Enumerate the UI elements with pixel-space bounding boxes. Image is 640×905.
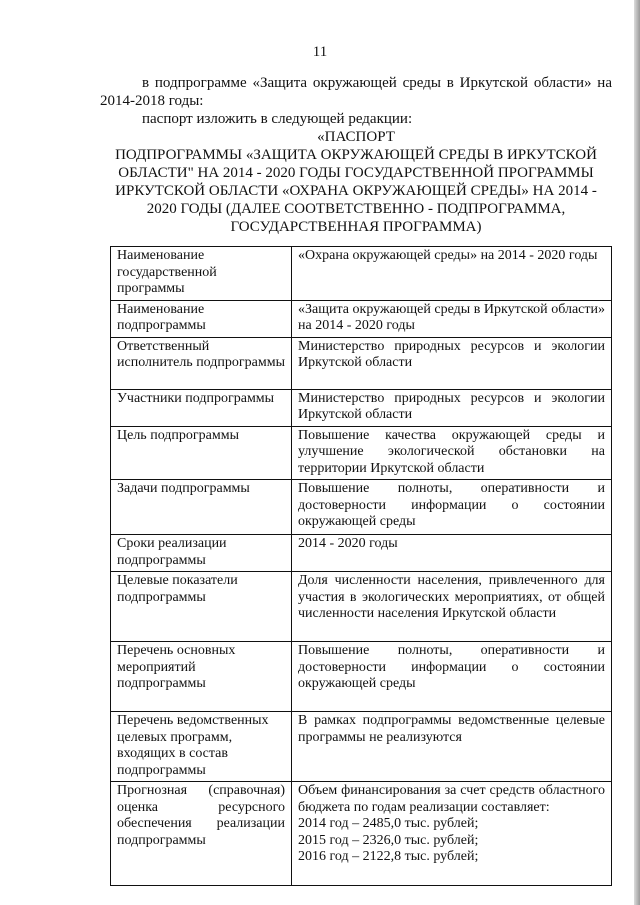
- row-label: Целевые показатели подпрограммы: [111, 572, 292, 642]
- row-label: Ответственный исполнитель подпрограммы: [111, 337, 292, 389]
- row-value: Министерство природных ресурсов и экологии Иркутской области: [292, 389, 612, 426]
- row-value: 2014 - 2020 годы: [292, 535, 612, 572]
- intro-line-1: в подпрограмме «Защита окружающей среды в Иркутской области» на 2014-2018 годы:: [100, 75, 612, 109]
- intro-line-2: паспорт изложить в следующей редакции:: [142, 111, 413, 127]
- row-label: Участники подпрограммы: [111, 389, 292, 426]
- row-value: «Защита окружающей среды в Иркутской области» на 2014 - 2020 годы: [292, 300, 612, 337]
- page-number: 11: [312, 44, 328, 60]
- row-label: Цель подпрограммы: [111, 426, 292, 480]
- table-row: [111, 426, 612, 480]
- funding-label: Прогнозная (справочная) оценка ресурсного обеспечения реализации подпрограммы: [111, 782, 292, 886]
- row-value: Повышение качества окружающей среды и улучшение экологической обстановки на территории Иркутской области: [292, 426, 612, 480]
- row-label: Сроки реализации подпрограммы: [111, 535, 292, 572]
- funding-year-2016: 2016 год – 2122,8 тыс. рублей;: [298, 849, 479, 864]
- funding-year-2015: 2015 год – 2326,0 тыс. рублей;: [298, 832, 479, 848]
- row-value: Министерство природных ресурсов и экологии Иркутской области: [292, 337, 612, 389]
- row-value: «Охрана окружающей среды» на 2014 - 2020 годы: [292, 247, 612, 301]
- row-value: Доля численности населения, привлеченного для участия в экологических мероприятиях, от общей численности населения Иркутской области: [292, 572, 612, 642]
- table-row: [111, 480, 612, 535]
- table-row: [111, 642, 612, 712]
- intro-text: [100, 74, 612, 128]
- passport-heading-opener: «ПАСПОРТ: [317, 129, 395, 145]
- funding-value: [292, 782, 612, 886]
- scan-page-edge: [634, 0, 640, 905]
- funding-intro: Объем финансирования за счет средств областного бюджета по годам реализации составляет:: [298, 783, 605, 815]
- passport-heading: [100, 128, 612, 236]
- table-row: [111, 300, 612, 337]
- passport-heading-title: ПОДПРОГРАММЫ «ЗАЩИТА ОКРУЖАЮЩЕЙ СРЕДЫ В ИРКУТСКОЙ ОБЛАСТИ" НА 2014 - 2020 ГОДЫ ГОСУДАРСТВЕННОЙ ПРОГРАММЫ ИРКУТСКОЙ ОБЛАСТИ «ОХРАНА ОКРУЖАЮЩЕЙ СРЕДЫ» НА 2014 - 2020 ГОДЫ (ДАЛЕЕ СООТВЕТСТВЕННО - ПОДПРОГРАММА, ГОСУДАРСТВЕННАЯ ПРОГРАММА): [115, 147, 597, 235]
- row-value: Повышение полноты, оперативности и достоверности информации о состоянии окружающей среды: [292, 642, 612, 712]
- funding-year-2014: 2014 год – 2485,0 тыс. рублей;: [298, 816, 479, 831]
- row-label: Задачи подпрограммы: [111, 480, 292, 535]
- row-label: Наименование подпрограммы: [111, 300, 292, 337]
- passport-table: [110, 246, 612, 886]
- row-label: Перечень ведомственных целевых программ, входящих в состав подпрограммы: [111, 712, 292, 782]
- table-row-funding: [111, 782, 612, 886]
- row-label: Наименование государственной программы: [111, 247, 292, 301]
- row-value: В рамках подпрограммы ведомственные целевые программы не реализуются: [292, 712, 612, 782]
- table-row: [111, 389, 612, 426]
- table-row: [111, 247, 612, 301]
- table-row: [111, 337, 612, 389]
- row-label: Перечень основных мероприятий подпрограммы: [111, 642, 292, 712]
- table-row: [111, 572, 612, 642]
- row-value: Повышение полноты, оперативности и достоверности информации о состоянии окружающей среды: [292, 480, 612, 535]
- table-row: [111, 535, 612, 572]
- table-row: [111, 712, 612, 782]
